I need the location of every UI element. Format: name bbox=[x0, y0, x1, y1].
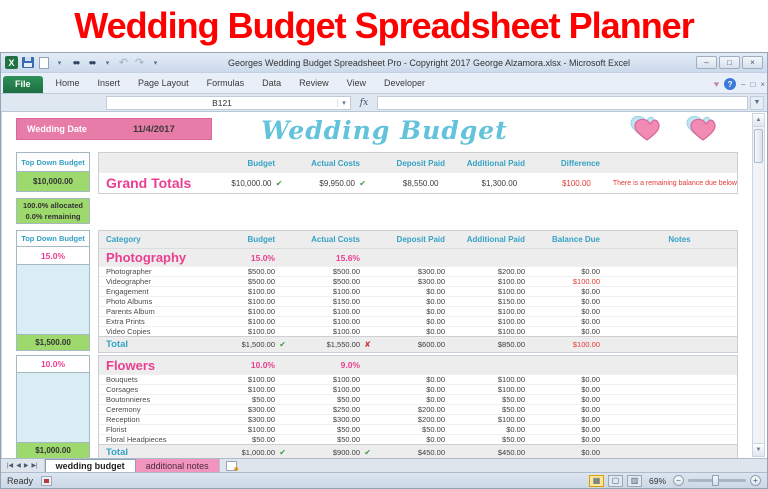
item-label[interactable]: Videographer bbox=[106, 277, 151, 286]
minimize-button[interactable]: – bbox=[696, 56, 717, 69]
insert-sheet-icon bbox=[226, 461, 237, 471]
flowers-sidebar-block[interactable] bbox=[16, 373, 90, 443]
header-spacer-cell[interactable] bbox=[99, 153, 204, 173]
item-label[interactable]: Floral Headpieces bbox=[106, 435, 167, 444]
header-budget[interactable]: Budget bbox=[247, 235, 275, 244]
tab-developer[interactable]: Developer bbox=[384, 78, 426, 88]
hearts-decoration bbox=[625, 116, 725, 151]
item-label[interactable]: Florist bbox=[106, 425, 127, 434]
window-controls bbox=[696, 56, 763, 69]
quick-access-toolbar bbox=[5, 56, 162, 69]
status-bar bbox=[1, 472, 767, 488]
category-header-row bbox=[99, 231, 737, 248]
next-sheet-icon[interactable]: ▶ bbox=[23, 463, 29, 469]
grand-totals-table bbox=[98, 152, 738, 194]
header-difference[interactable]: Difference bbox=[560, 158, 600, 168]
find-dropdown-icon[interactable]: ▾ bbox=[105, 59, 110, 67]
preview-icon[interactable] bbox=[37, 56, 50, 69]
tab-bar-filler bbox=[243, 459, 767, 472]
photography-sidebar bbox=[16, 230, 90, 351]
scroll-down-icon[interactable]: ▼ bbox=[753, 443, 764, 456]
last-sheet-icon[interactable]: ▶| bbox=[31, 463, 38, 469]
check-icon: ✔ bbox=[364, 448, 371, 457]
table-row: Extra Prints $100.00 $100.00 $0.00 $100.00 $0.00 bbox=[99, 316, 737, 326]
top-down-budget-total-cell[interactable]: $10,000.00 bbox=[16, 172, 90, 192]
flowers-total-row: Total $1,000.00 ✔ $900.00 ✔ $450.00 $450.00 $0.00 bbox=[99, 444, 737, 458]
page-break-view-button[interactable]: ▥ bbox=[627, 475, 642, 487]
header-notes[interactable]: Notes bbox=[668, 235, 691, 244]
header-additional-paid[interactable]: Additional Paid bbox=[466, 158, 525, 168]
vertical-scrollbar-thumb[interactable] bbox=[754, 129, 763, 163]
normal-view-button[interactable]: ▦ bbox=[589, 475, 604, 487]
item-label[interactable]: Corsages bbox=[106, 385, 139, 394]
grand-deposit-cell[interactable]: $8,550.00 bbox=[402, 178, 439, 188]
vertical-scrollbar[interactable] bbox=[752, 113, 765, 457]
category-name[interactable]: Flowers bbox=[106, 357, 156, 373]
find-select-icon[interactable]: ●● bbox=[88, 58, 95, 67]
ribbon-right-icons bbox=[714, 78, 765, 93]
header-category[interactable]: Category bbox=[106, 235, 141, 244]
photography-sidebar-total[interactable]: $1,500.00 bbox=[16, 335, 90, 351]
expand-formula-bar-icon[interactable]: ▼ bbox=[750, 96, 764, 110]
top-down-budget-header[interactable]: Top Down Budget bbox=[16, 230, 90, 247]
item-label[interactable]: Ceremony bbox=[106, 405, 141, 414]
close-workbook-icon[interactable]: × bbox=[760, 79, 765, 89]
redo-icon[interactable]: ↷ bbox=[134, 57, 145, 69]
excel-window bbox=[0, 52, 768, 489]
remaining-text: 0.0% remaining bbox=[25, 212, 81, 221]
formula-input[interactable] bbox=[377, 96, 748, 110]
zoom-slider-thumb[interactable] bbox=[712, 475, 719, 486]
item-label[interactable]: Parents Album bbox=[106, 307, 155, 316]
preview-dropdown-icon[interactable]: ▾ bbox=[57, 59, 62, 67]
table-row: Engagement $100.00 $100.00 $0.00 $100.00 $0.00 bbox=[99, 286, 737, 296]
table-row: Bouquets $100.00 $100.00 $0.00 $100.00 $0.00 bbox=[99, 374, 737, 384]
formula-bar-corner bbox=[4, 96, 104, 109]
header-actual-costs[interactable]: Actual Costs bbox=[311, 158, 360, 168]
item-label[interactable]: Boutonnieres bbox=[106, 395, 151, 404]
grand-budget-cell[interactable]: $10,000.00 ✔ bbox=[231, 178, 283, 188]
tab-view[interactable]: View bbox=[346, 78, 366, 88]
table-row: Video Copies $100.00 $100.00 $0.00 $100.00 $0.00 bbox=[99, 326, 737, 336]
top-down-budget-header[interactable]: Top Down Budget bbox=[16, 152, 90, 172]
flowers-percent-cell[interactable]: 10.0% bbox=[16, 355, 90, 373]
tab-insert[interactable]: Insert bbox=[97, 78, 121, 88]
flowers-table bbox=[98, 355, 738, 458]
grand-totals-label[interactable]: Grand Totals bbox=[106, 175, 192, 191]
item-label[interactable]: Photo Albums bbox=[106, 297, 153, 306]
excel-logo-icon[interactable]: X bbox=[5, 56, 18, 69]
customize-qat-icon[interactable]: ▾ bbox=[153, 59, 158, 67]
help-icon[interactable]: ? bbox=[724, 78, 736, 90]
sheet-tab-bar bbox=[1, 458, 767, 472]
status-right bbox=[589, 475, 761, 487]
check-icon: ✔ bbox=[275, 178, 283, 188]
total-label[interactable]: Total bbox=[106, 447, 128, 458]
prev-sheet-icon[interactable]: ◀ bbox=[16, 463, 21, 469]
tab-home[interactable]: Home bbox=[55, 78, 80, 88]
total-label[interactable]: Total bbox=[106, 339, 128, 350]
worksheet[interactable] bbox=[1, 112, 767, 458]
top-down-budget-widget bbox=[16, 152, 90, 192]
table-row: Floral Headpieces $50.00 $50.00 $0.00 $50.00 $0.00 bbox=[99, 434, 737, 444]
zoom-in-button[interactable]: + bbox=[750, 475, 761, 486]
ribbon-tab-row bbox=[1, 73, 767, 94]
grand-totals-row bbox=[99, 173, 737, 193]
find-icon[interactable]: ●● bbox=[72, 58, 79, 67]
wedding-date-value[interactable]: 11/4/2017 bbox=[133, 123, 175, 135]
photography-total-row: Total $1,500.00 ✔ $1,550.00 ✘ $600.00 $850.00 $100.00 bbox=[99, 336, 737, 352]
wedding-date-label: Wedding Date bbox=[27, 124, 87, 134]
tab-file[interactable]: File bbox=[3, 76, 43, 93]
category-name[interactable]: Photography bbox=[106, 250, 187, 265]
heart-icon bbox=[625, 116, 725, 146]
name-box-dropdown-icon[interactable]: ▾ bbox=[337, 99, 350, 107]
total-budget-cell[interactable]: $1,000.00 ✔ bbox=[241, 448, 286, 457]
sheet-tab-additional-notes[interactable]: additional notes bbox=[136, 459, 220, 472]
tab-page-layout[interactable]: Page Layout bbox=[138, 78, 189, 88]
tab-formulas[interactable]: Formulas bbox=[206, 78, 245, 88]
flowers-sidebar bbox=[16, 355, 90, 458]
page-title: Wedding Budget Spreadsheet Planner bbox=[74, 5, 694, 46]
photography-sidebar-block[interactable] bbox=[16, 265, 90, 335]
restore-workbook-icon[interactable]: □ bbox=[750, 79, 756, 89]
scroll-up-icon[interactable]: ▲ bbox=[753, 114, 764, 127]
item-label[interactable]: Engagement bbox=[106, 287, 149, 296]
header-additional-paid[interactable]: Additional Paid bbox=[466, 235, 525, 244]
cross-icon: ✘ bbox=[364, 340, 371, 349]
header-deposit-paid[interactable]: Deposit Paid bbox=[396, 235, 445, 244]
photography-title-row bbox=[99, 248, 737, 266]
table-row: Corsages $100.00 $100.00 $0.00 $100.00 $0.00 bbox=[99, 384, 737, 394]
tab-review[interactable]: Review bbox=[299, 78, 329, 88]
budget-percent[interactable]: 10.0% bbox=[250, 360, 275, 370]
header-budget[interactable]: Budget bbox=[247, 158, 275, 168]
allocation-cell[interactable] bbox=[16, 198, 90, 224]
total-actual-cell[interactable]: $1,550.00 ✘ bbox=[326, 340, 371, 349]
actual-percent[interactable]: 9.0% bbox=[340, 360, 360, 370]
title-bar bbox=[1, 53, 767, 73]
sheet-title: Wedding Budget bbox=[261, 116, 508, 145]
cell-reference[interactable]: B121 bbox=[212, 97, 232, 108]
flowers-title-row bbox=[99, 356, 737, 374]
header-balance-due[interactable]: Balance Due bbox=[551, 235, 600, 244]
wedding-date-banner[interactable] bbox=[16, 118, 212, 140]
allocated-text: 100.0% allocated bbox=[22, 201, 84, 210]
page-headline bbox=[0, 0, 768, 52]
tab-data[interactable]: Data bbox=[262, 78, 282, 88]
item-label[interactable]: Reception bbox=[106, 415, 140, 424]
heart-icon: ♥ bbox=[713, 79, 720, 89]
sheet-tab-wedding-budget[interactable]: wedding budget bbox=[45, 459, 136, 472]
budget-percent[interactable]: 15.0% bbox=[250, 252, 275, 263]
header-actual-costs[interactable]: Actual Costs bbox=[311, 235, 360, 244]
item-label[interactable]: Video Copies bbox=[106, 327, 151, 336]
name-box[interactable] bbox=[106, 96, 351, 110]
table-row: Ceremony $300.00 $250.00 $200.00 $50.00 $0.00 bbox=[99, 404, 737, 414]
close-button[interactable]: × bbox=[742, 56, 763, 69]
table-row: Photographer $500.00 $500.00 $300.00 $200.00 $0.00 bbox=[99, 266, 737, 276]
table-row: Florist $100.00 $50.00 $50.00 $0.00 $0.00 bbox=[99, 424, 737, 434]
grand-difference-cell[interactable]: $100.00 bbox=[561, 178, 591, 188]
actual-percent[interactable]: 15.6% bbox=[335, 252, 360, 263]
flowers-sidebar-total[interactable]: $1,000.00 bbox=[16, 443, 90, 458]
header-notes-spacer[interactable] bbox=[614, 153, 737, 173]
item-label[interactable]: Photographer bbox=[106, 267, 152, 276]
grand-totals-header-row bbox=[99, 153, 737, 173]
table-row: Photo Albums $100.00 $150.00 $0.00 $150.00 $0.00 bbox=[99, 296, 737, 306]
item-label[interactable]: Bouquets bbox=[106, 375, 138, 384]
zoom-out-button[interactable]: − bbox=[673, 475, 684, 486]
grand-actual-cell[interactable]: $9,950.00 ✔ bbox=[319, 178, 366, 188]
check-icon: ✔ bbox=[359, 178, 366, 188]
insert-worksheet-button[interactable] bbox=[220, 459, 243, 472]
grand-additional-cell[interactable]: $1,300.00 bbox=[481, 178, 518, 188]
total-actual-cell[interactable]: $900.00 ✔ bbox=[332, 448, 371, 457]
photography-table bbox=[98, 230, 738, 353]
table-row: Videographer $500.00 $500.00 $300.00 $100.00 $100.00 bbox=[99, 276, 737, 286]
first-sheet-icon[interactable]: |◀ bbox=[7, 463, 14, 469]
insert-function-icon[interactable]: fx bbox=[359, 97, 369, 108]
record-macro-icon[interactable] bbox=[41, 476, 52, 486]
zoom-level[interactable]: 69% bbox=[648, 475, 666, 486]
window-title: Georges Wedding Budget Spreadsheet Pro - Copyright 2017 George Alzamora.xlsx - Microsoft Excel bbox=[227, 57, 631, 68]
sheet-header-row bbox=[2, 116, 767, 146]
photography-percent-cell[interactable]: 15.0% bbox=[16, 247, 90, 265]
zoom-slider[interactable] bbox=[688, 479, 746, 482]
total-budget-cell[interactable]: $1,500.00 ✔ bbox=[241, 340, 286, 349]
minimize-workbook-icon[interactable]: – bbox=[741, 79, 746, 89]
check-icon: ✔ bbox=[279, 448, 286, 457]
allocation-widget bbox=[16, 198, 90, 224]
undo-icon[interactable]: ↶ bbox=[118, 57, 129, 69]
save-icon[interactable] bbox=[21, 56, 34, 69]
item-label[interactable]: Extra Prints bbox=[106, 317, 145, 326]
page-layout-view-button[interactable]: ▢ bbox=[608, 475, 623, 487]
tab-navigation bbox=[1, 459, 45, 472]
table-row: Parents Album $100.00 $100.00 $0.00 $100.00 $0.00 bbox=[99, 306, 737, 316]
table-row: Reception $300.00 $300.00 $200.00 $100.00 $0.00 bbox=[99, 414, 737, 424]
formula-bar bbox=[1, 94, 767, 112]
grand-note-cell[interactable]: There is a remaining balance due below bbox=[612, 179, 737, 187]
header-deposit-paid[interactable]: Deposit Paid bbox=[396, 158, 445, 168]
status-ready: Ready bbox=[7, 475, 34, 486]
check-icon: ✔ bbox=[279, 340, 286, 349]
table-row: Boutonnieres $50.00 $50.00 $0.00 $50.00 $0.00 bbox=[99, 394, 737, 404]
restore-button[interactable]: □ bbox=[719, 56, 740, 69]
